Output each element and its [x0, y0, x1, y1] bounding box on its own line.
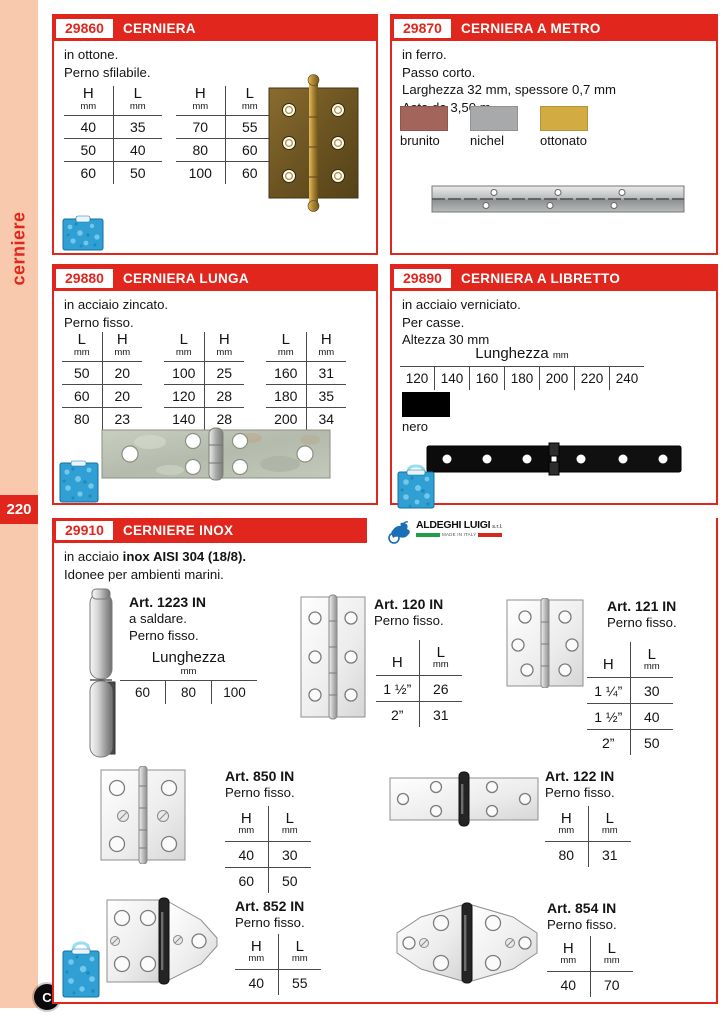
packaging-bag-icon — [58, 941, 104, 999]
swatch-label: brunito — [400, 133, 440, 148]
product-description: in ottone. Perno sfilabile. — [64, 47, 151, 80]
size-table-art852: H mm L mm 40 55 — [235, 934, 321, 995]
swatch-brunito — [400, 106, 448, 148]
hinge-image-art850 — [99, 766, 187, 864]
table-row: 70 55 — [176, 116, 274, 139]
table-row: 100 60 — [176, 162, 274, 185]
article-sub: Perno fisso. — [547, 917, 617, 932]
packaging-box-icon — [62, 215, 104, 251]
swatch-label: nichel — [470, 133, 504, 148]
hinge-image-art122 — [388, 770, 540, 828]
swatch-color — [400, 106, 448, 131]
product-description: in acciaio inox AISI 304 (18/8). Idonee per ambienti marini. — [64, 549, 247, 582]
table-row: 1 ½” 26 — [376, 676, 462, 702]
box-header-29910 — [54, 518, 367, 543]
swatch-nero — [402, 392, 450, 434]
product-box-29880 — [52, 264, 378, 505]
article-sub: Perno fisso. — [545, 785, 615, 800]
table-row: 80 60 — [176, 139, 274, 162]
hinge-image-29880 — [100, 426, 332, 482]
product-description: in acciaio zincato. Perno fisso. — [64, 297, 169, 330]
size-table-a: H mm L mm 40 35 50 40 60 50 — [64, 86, 162, 184]
article-sub: a saldare. — [129, 611, 187, 626]
product-code: 29880 — [56, 269, 113, 288]
stripe-red — [478, 533, 502, 537]
stripe-green — [416, 533, 440, 537]
article-art122 — [545, 768, 615, 801]
article-name: Art. 1223 IN — [129, 594, 207, 610]
article-sub: Perno fisso. — [235, 915, 305, 930]
size-table-1: L mm H mm 50 20 60 20 80 23 — [62, 332, 142, 430]
article-art854 — [547, 900, 617, 933]
length-values: 120 140 160 180 200 220 240 — [400, 367, 644, 390]
table-row: 120 28 — [164, 385, 244, 408]
swatch-color — [470, 106, 518, 131]
product-description: in acciaio verniciato. Per casse. Altezza 30 mm — [402, 297, 521, 348]
hinge-image-art121 — [505, 598, 585, 688]
table-row: 60 20 — [62, 385, 142, 408]
sidebar-category-label: cerniere — [8, 211, 29, 286]
box-header-29860 — [54, 16, 376, 41]
table-row: 160 31 — [266, 362, 346, 385]
table-row: 80 31 — [545, 842, 631, 868]
product-code: 29910 — [56, 521, 113, 540]
article-name: Art. 854 IN — [547, 900, 617, 916]
size-table-art121: H L mm 1 ¼” 30 1 ½” 40 2” 50 — [587, 642, 673, 755]
swatch-ottonato — [540, 106, 588, 148]
size-table-2: L mm H mm 100 25 120 28 140 28 — [164, 332, 244, 430]
table-row: 80 23 — [62, 408, 142, 431]
size-table-art854: H mm L mm 40 70 — [547, 936, 633, 997]
table-row: 40 30 — [225, 842, 311, 868]
table-row: 100 25 — [164, 362, 244, 385]
length-values: 60 80 100 — [120, 681, 257, 704]
product-code: 29870 — [394, 19, 451, 38]
size-table-art120: H L mm 1 ½” 26 2” 31 — [376, 640, 462, 727]
box-header-29880 — [54, 266, 376, 291]
box-header-29870 — [392, 16, 716, 41]
article-art120 — [374, 596, 444, 629]
publisher-mark-letter: C — [42, 989, 52, 1005]
article-art121 — [607, 598, 677, 631]
product-description: in ferro. Passo corto. Larghezza 32 mm, spessore 0,7 mm 3,50 — [402, 47, 617, 116]
table-row: 60 50 — [225, 868, 311, 894]
swatch-nichel — [470, 106, 518, 148]
hinge-image-29860 — [265, 72, 362, 214]
table-row: 2” 31 — [376, 702, 462, 728]
swatch-label: ottonato — [540, 133, 587, 148]
article-name: Art. 852 IN — [235, 898, 305, 914]
sidebar — [0, 0, 38, 1008]
brand-stripe — [416, 532, 502, 537]
product-code: 29890 — [394, 269, 451, 288]
product-title: CERNIERA A LIBRETTO — [460, 271, 621, 286]
product-title: CERNIERA — [122, 21, 196, 36]
product-title: CERNIERA LUNGA — [122, 271, 249, 286]
article-name: Art. 121 IN — [607, 598, 677, 614]
article-sub: Perno fisso. — [225, 785, 295, 800]
article-sub: Perno fisso. — [374, 613, 444, 628]
size-table-b: H mm L mm 70 55 80 60 100 60 — [176, 86, 274, 184]
hinge-image-29890 — [425, 438, 683, 480]
hinge-image-art1223 — [87, 588, 117, 762]
table-row: 180 35 — [266, 385, 346, 408]
length-table-art1223: Lunghezza mm 60 80 100 — [120, 650, 257, 704]
brand-lion-icon — [387, 519, 413, 545]
box-header-29890 — [392, 266, 716, 291]
product-title: CERNIERE INOX — [122, 523, 234, 538]
page-number-badge: 220 — [0, 495, 38, 524]
table-row: 60 50 — [64, 162, 162, 185]
length-table: Lunghezza mm 120 140 160 180 200 220 240 — [400, 346, 644, 390]
brand-tagline: MADE IN ITALY — [442, 532, 477, 537]
article-sub: Perno fisso. — [607, 615, 677, 630]
table-row: 50 40 — [64, 139, 162, 162]
packaging-box-icon — [58, 460, 100, 504]
product-box-29910 — [52, 518, 718, 1004]
swatch-color — [402, 392, 450, 417]
product-box-29870 — [390, 14, 718, 255]
hinge-image-art120 — [299, 594, 367, 720]
product-box-29890 — [390, 264, 718, 505]
size-table-art122: H mm L mm 80 31 — [545, 806, 631, 867]
brand-name: ALDEGHI LUIGI — [416, 519, 491, 531]
swatch-label: nero — [402, 419, 429, 434]
article-name: Art. 122 IN — [545, 768, 615, 784]
article-sub: Perno fisso. — [129, 628, 199, 644]
table-row: 40 55 — [235, 970, 321, 996]
table-row: 2” 50 — [587, 730, 673, 756]
product-code: 29860 — [56, 19, 113, 38]
brand-suffix: s.r.l. — [492, 524, 503, 530]
article-name: Art. 850 IN — [225, 768, 295, 784]
table-row: 1 ½” 40 — [587, 704, 673, 730]
product-title: CERNIERA A METRO — [460, 21, 601, 36]
table-row: 140 28 — [164, 408, 244, 431]
article-name: Art. 120 IN — [374, 596, 444, 612]
table-row: 40 70 — [547, 972, 633, 998]
size-table-3: L mm H mm 160 31 180 35 200 34 — [266, 332, 346, 430]
brand-logo — [387, 519, 502, 545]
hinge-image-art854 — [393, 901, 541, 985]
hinge-image-29870 — [430, 184, 686, 214]
size-table-art850: H mm L mm 40 30 60 50 — [225, 806, 311, 893]
hinge-image-art852 — [105, 896, 221, 986]
product-box-29860 — [52, 14, 378, 255]
table-row: 40 35 — [64, 116, 162, 139]
article-art1223 — [129, 594, 206, 644]
article-art852 — [235, 898, 305, 931]
table-row: 1 ¼” 30 — [587, 678, 673, 704]
table-row: 200 34 — [266, 408, 346, 431]
table-row: 50 20 — [62, 362, 142, 385]
finish-swatches — [400, 106, 588, 148]
packaging-bag-icon — [394, 464, 438, 510]
article-art850 — [225, 768, 295, 801]
swatch-color — [540, 106, 588, 131]
